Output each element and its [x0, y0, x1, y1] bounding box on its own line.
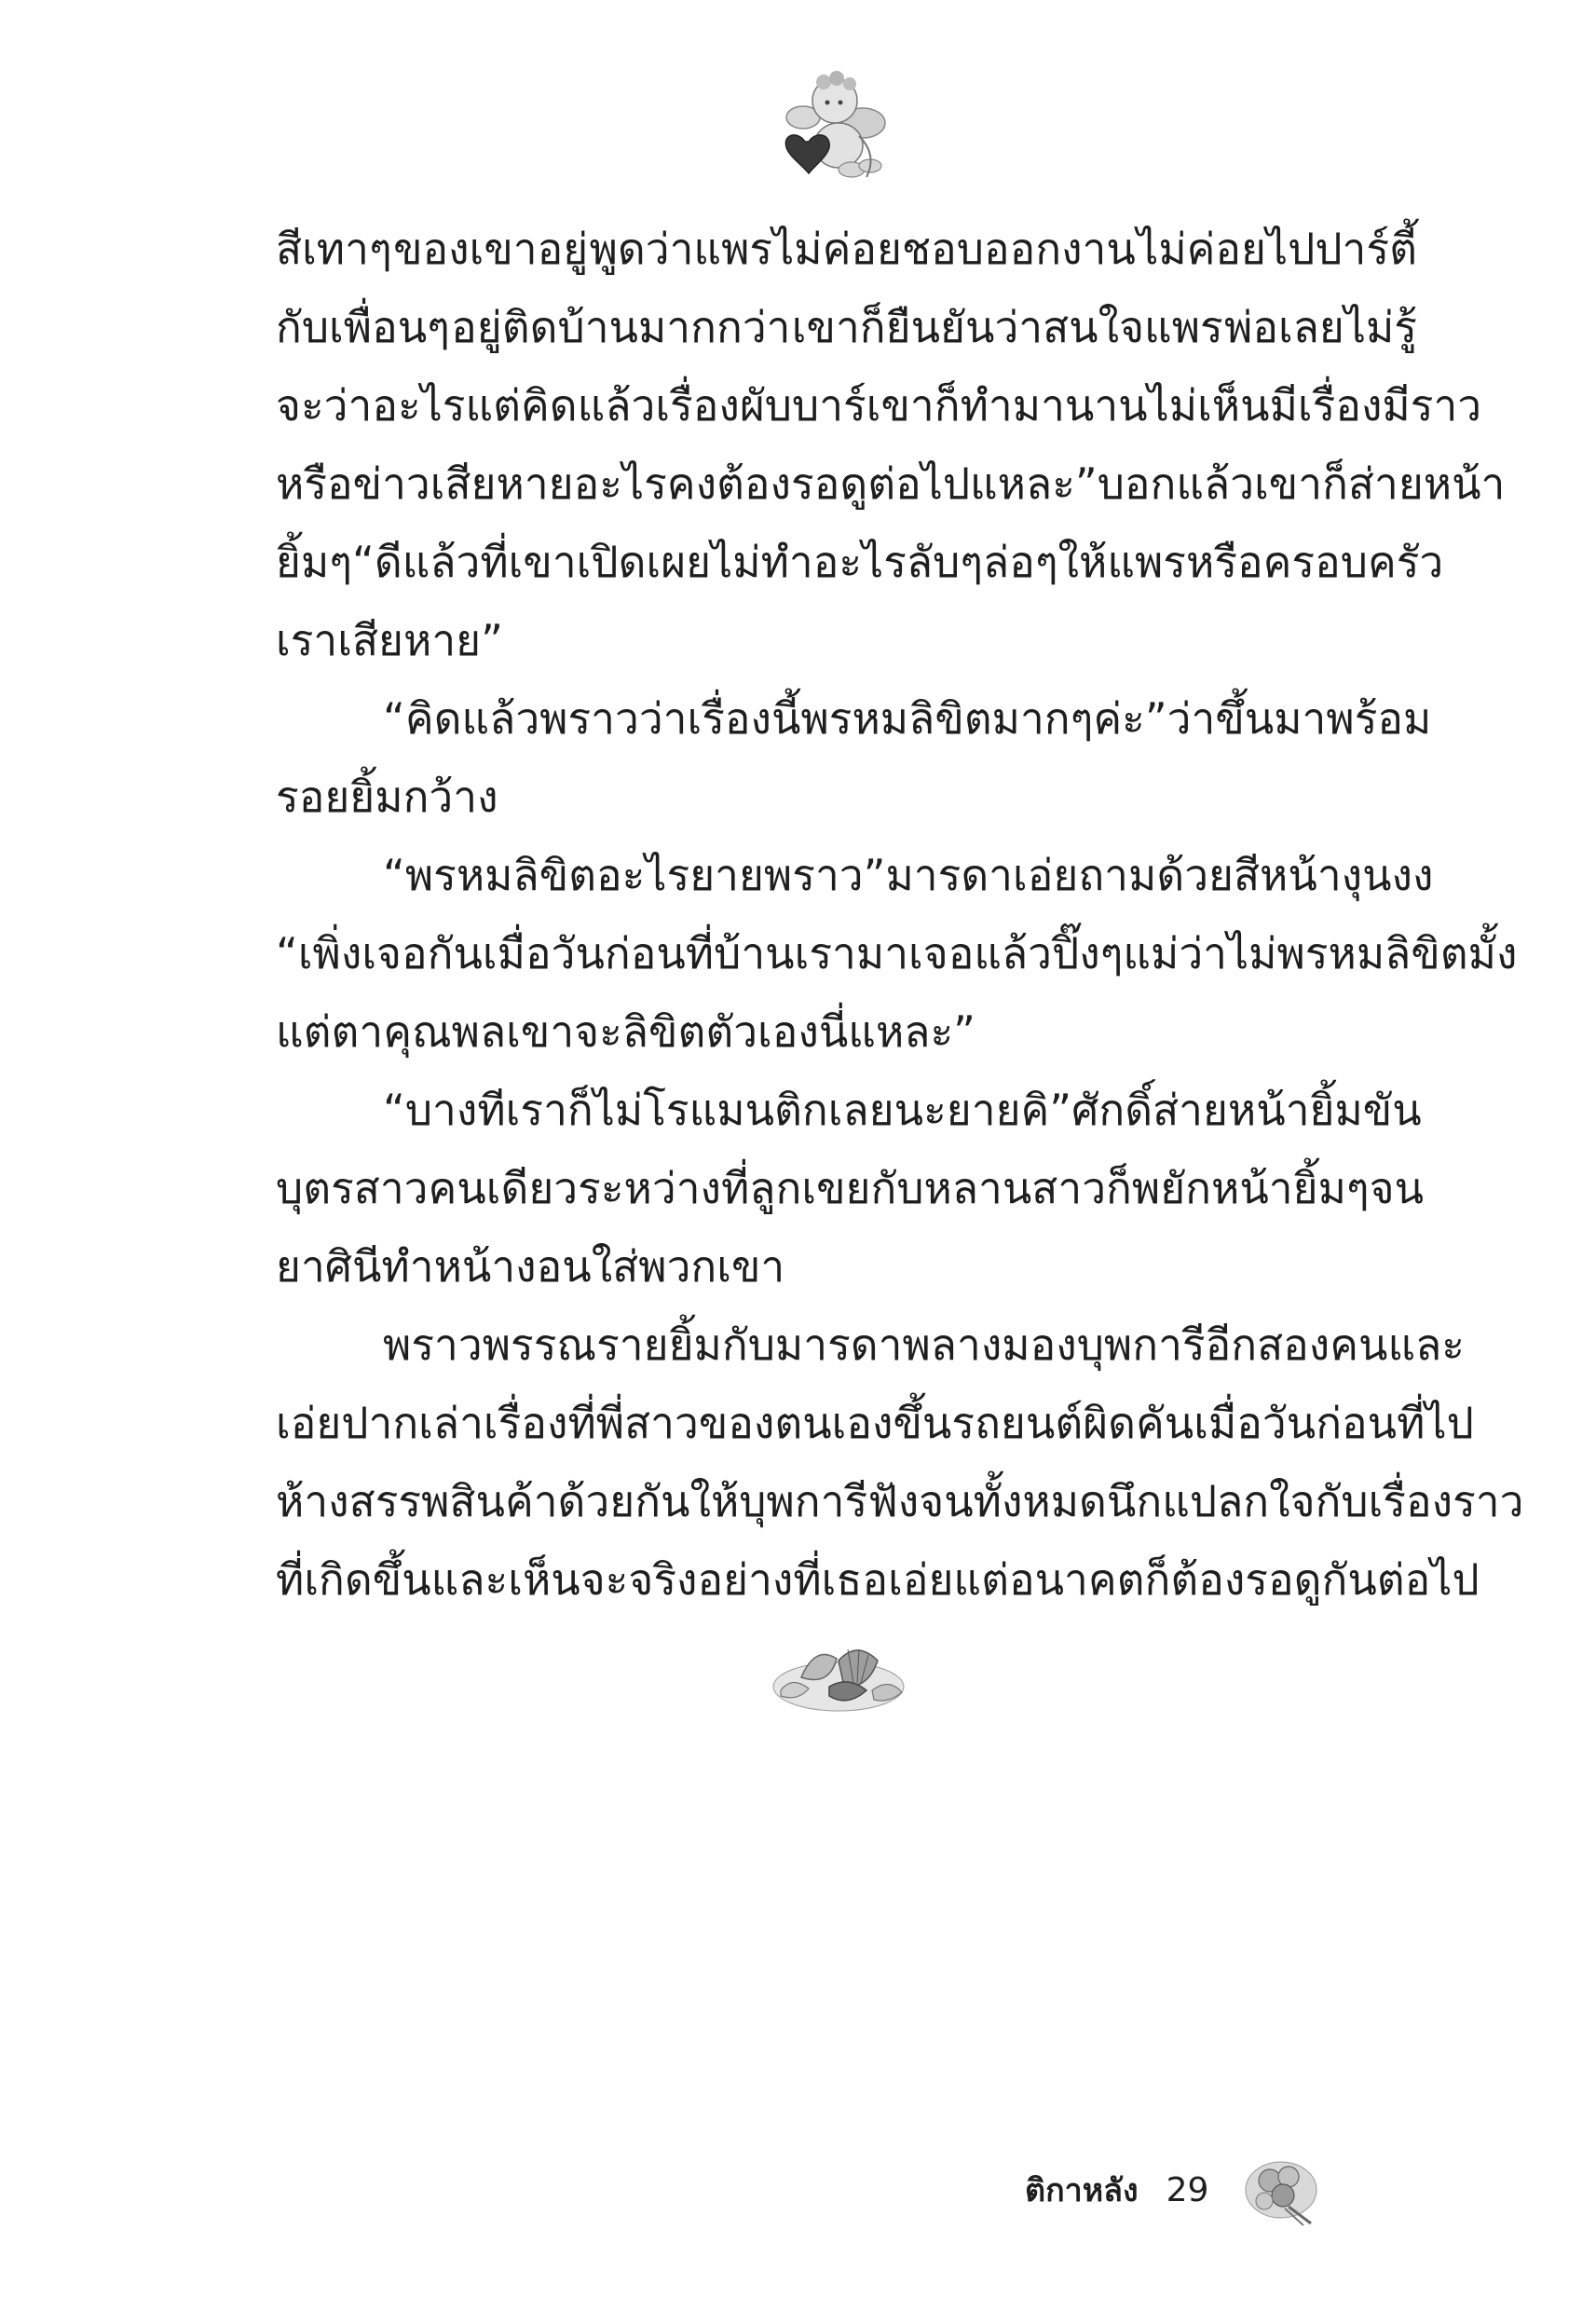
text-line: [276, 1149, 1425, 1227]
text-word: หรือข่าวเสียหายอะไร: [276, 458, 667, 509]
text-line: เราเสียหาย”: [276, 615, 503, 665]
text-word: ศักดิ์ส่ายหน้ายิ้มขัน: [1071, 1085, 1422, 1135]
text-word: และ: [1387, 1320, 1466, 1370]
text-word: พ่อเลยไม่รู้: [1224, 302, 1417, 352]
text-line: [276, 679, 1432, 758]
text-word: พลางมองบุพการีอีกสองคน: [902, 1320, 1388, 1370]
text-word: บอกแล้วเขาก็ส่ายหน้า: [1097, 458, 1506, 509]
body-text: [276, 210, 1524, 1619]
text-word: “บางทีเราก็ไม่โรแมนติกเลยนะ: [383, 1085, 947, 1135]
text-line: แต่ตาคุณพลเขาจะลิขิตตัวเองนี่แหละ”: [276, 1006, 976, 1057]
text-word: จะว่าอะไร: [276, 380, 466, 431]
page-number: 29: [1166, 2170, 1209, 2209]
text-word: มารดาเอ่ยถามด้วยสีหน้างุนงง: [885, 850, 1434, 900]
text-line: [276, 1306, 1466, 1384]
text-word: ล่อๆ: [983, 537, 1058, 587]
text-line: [276, 1384, 1474, 1462]
text-line: [276, 1071, 1422, 1149]
text-word: ที่เกิดขึ้น: [276, 1554, 431, 1605]
text-word: ยายคิ”: [946, 1085, 1072, 1135]
flower-bouquet-icon: [1236, 2153, 1320, 2227]
text-word: “เพิ่งเจอกันเมื่อวันก่อนที่บ้านเรา: [276, 928, 856, 978]
text-line: [276, 1462, 1524, 1540]
text-word: ไม่เห็นมีเรื่องมีราว: [1147, 380, 1482, 431]
text-word: ไม่ค่อยไปปาร์ตี้: [1137, 224, 1417, 274]
text-word: ค่ะ”: [1093, 693, 1167, 744]
text-word: “พรหมลิขิตอะไร: [383, 850, 690, 900]
text-word: แต่คิดแล้วเรื่องผับบาร์เขาก็ทำมานาน: [465, 380, 1148, 431]
cupid-heart-icon: [777, 65, 889, 186]
text-word: ให้แพรหรือครอบครัว: [1057, 537, 1444, 587]
text-line: [276, 1540, 1480, 1619]
text-line: รอยยิ้มกว้าง: [276, 772, 498, 822]
text-word: จน: [1369, 1163, 1425, 1213]
page-footer: [1025, 2153, 1435, 2227]
shells-icon: [764, 1621, 913, 1724]
text-word: กับเพื่อนๆ: [276, 302, 450, 352]
text-word: “ดีแล้วที่เขาเปิดเผย: [351, 537, 712, 587]
text-word: บุตรสาวคนเดียว: [276, 1163, 579, 1213]
text-line: [276, 914, 1518, 992]
text-line: [276, 523, 1444, 601]
text-word: ของเขาอยู่: [393, 224, 589, 274]
text-word: อยู่ติดบ้านมากกว่า: [451, 302, 791, 352]
text-word: “คิดแล้วพราวว่าเรื่องนี้พรหมลิขิตมากๆ: [383, 693, 1094, 744]
text-line: [276, 836, 1434, 914]
text-word: พูดว่าแพรไม่ค่อยชอบออกงาน: [589, 224, 1136, 274]
text-line: ยาศินีทำหน้างอนใส่พวกเขา: [276, 1241, 785, 1292]
text-line: [276, 210, 1417, 288]
text-line: [276, 288, 1417, 366]
text-word: สีเทาๆ: [276, 224, 392, 274]
book-title: ติกาหลัง: [1025, 2172, 1139, 2209]
text-line: [276, 444, 1506, 523]
text-word: คงต้องรอดูต่อไปแหละ”: [666, 458, 1098, 509]
text-word: ยิ้มๆ: [276, 537, 352, 587]
text-word: เอ่ยปากเล่าเรื่องที่พี่สาวของตนเองขึ้นรถยนต์ผิดคันเมื่อวันก่อนที่ไป: [276, 1398, 1474, 1448]
text-word: ระหว่างที่ลูกเขยกับหลานสาวก็พยักหน้ายิ้มๆ: [578, 1163, 1370, 1213]
text-word: พราวพรรณรายยิ้มกับมารดา: [383, 1320, 903, 1370]
text-word: มาเจอแล้วปิ๊งๆ: [855, 928, 1124, 978]
text-word: และเห็นจะจริงอย่างที่เธอเอ่ย: [430, 1554, 954, 1605]
text-word: ยายพราว”: [689, 850, 886, 900]
text-word: ห้างสรรพสินค้าด้วยกันให้บุพการีฟัง: [276, 1476, 920, 1526]
text-word: ไม่ทำอะไรลับๆ: [711, 537, 983, 587]
text-word: ว่าขึ้นมาพร้อม: [1166, 693, 1432, 744]
text-word: จนทั้งหมดนึกแปลกใจกับเรื่องราว: [919, 1476, 1524, 1526]
text-word: แต่อนาคตก็ต้องรอดูกันต่อไป: [953, 1554, 1480, 1605]
text-line: [276, 366, 1482, 444]
text-word: แม่ว่าไม่พรหมลิขิตมั้ง: [1123, 928, 1518, 978]
text-word: เขาก็ยืนยันว่าสนใจแพร: [791, 302, 1223, 352]
